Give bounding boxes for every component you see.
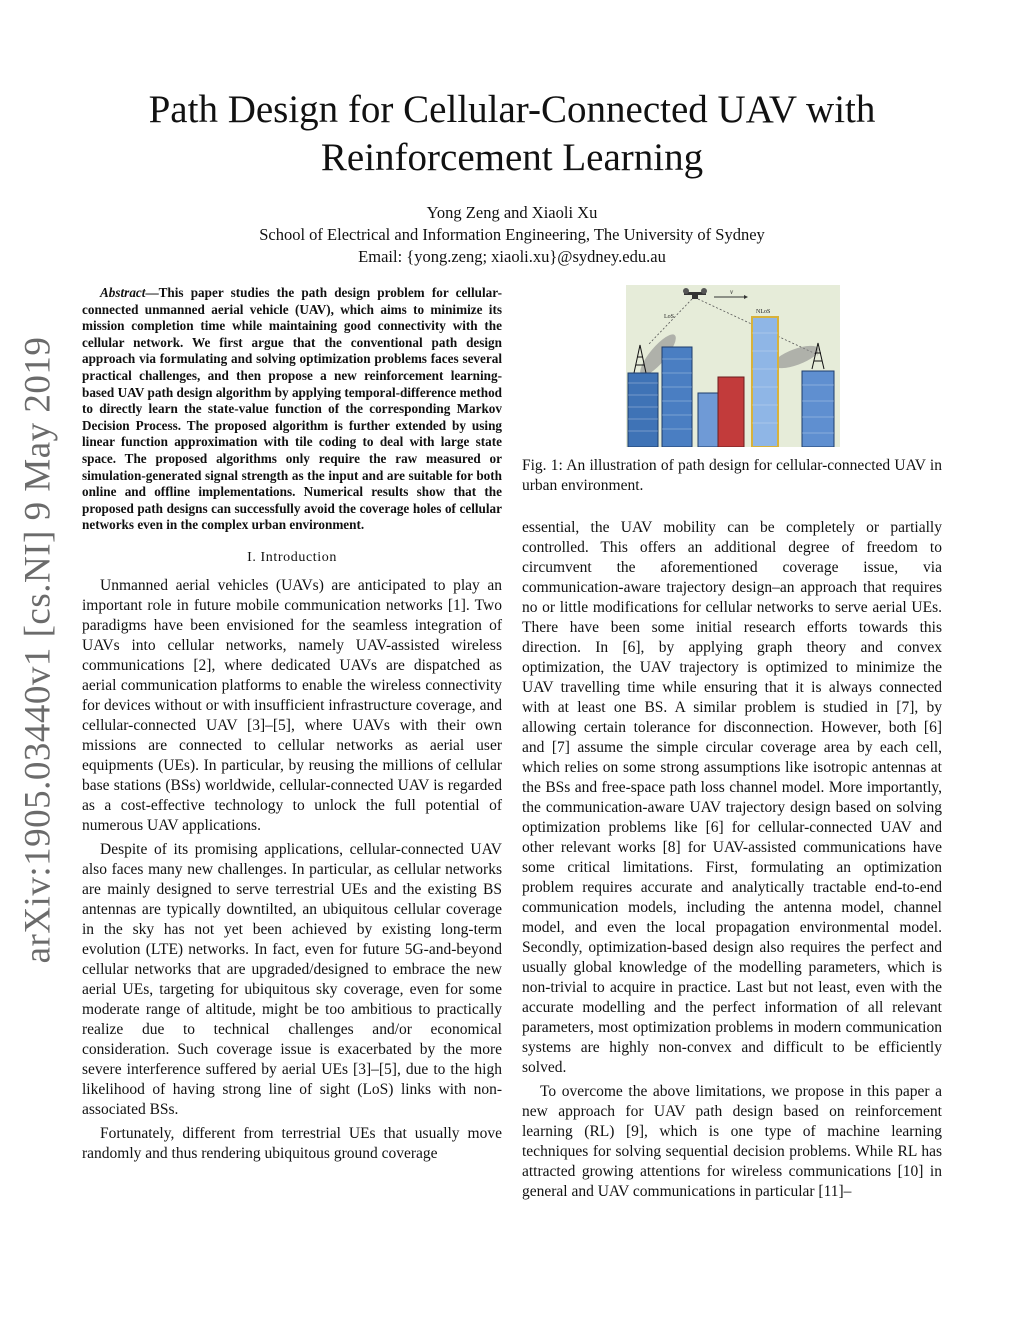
building bbox=[802, 371, 834, 447]
los-label: LoS bbox=[664, 314, 675, 320]
abstract-text: —This paper studies the path design problem for cellular-connected unmanned aerial vehicle (UAV), which aims to minimize its mission completion time while maintaining good connectivity with the cellular network. We first argue that the conventional path design approach via formulating and solving optimization problems faces several practical challenges, and then propose a new reinforcement learning-based UAV path design algorithm by applying temporal-difference method to directly learn the state-value function of the corresponding Markov Decision Process. The proposed algorithm is further extended by using linear function approximation with tile coding to deal with large state space. The proposed algorithms only require the raw measured or simulation-generated signal strength as the input and are suitable for both online and offline implementations. Numerical results show that the proposed path designs can successfully avoid the coverage holes of cellular networks even in the complex urban environment. bbox=[82, 285, 502, 533]
figure-caption: Fig. 1: An illustration of path design for cellular-connected UAV in urban environment. bbox=[522, 457, 942, 494]
title-line-1: Path Design for Cellular-Connected UAV with bbox=[148, 88, 876, 131]
abstract bbox=[82, 285, 502, 534]
email: Email: {yong.zeng; xiaoli.xu}@sydney.edu.au bbox=[358, 247, 666, 266]
paragraph: To overcome the above limitations, we propose in this paper a new approach for UAV path design based on reinforcement learning (RL) [9], which is one type of machine learning techniques for solving sequential decision problems. While RL has attracted growing attentions for wireless communications [10] in general and UAV communications in particular [11]– bbox=[522, 1083, 942, 1200]
paragraph: Fortunately, different from terrestrial UEs that usually move randomly and thus rendering ubiquitous ground coverage bbox=[82, 1124, 502, 1162]
paper-title bbox=[0, 86, 1024, 182]
figure-illustration bbox=[626, 285, 840, 447]
velocity-label: v bbox=[730, 288, 734, 296]
right-column bbox=[522, 518, 942, 1206]
left-column bbox=[82, 285, 502, 1168]
author-block bbox=[0, 202, 1024, 268]
building bbox=[752, 317, 778, 447]
affiliation: School of Electrical and Information Engineering, The University of Sydney bbox=[259, 225, 765, 244]
arxiv-sidebar: arXiv:1905.03440v1 [cs.NI] 9 May 2019 bbox=[17, 336, 59, 964]
paragraph: Unmanned aerial vehicles (UAVs) are anticipated to play an important role in future mobile communication networks [1]. Two paradigms have been envisioned for the seamless integration of UAVs into cellular networks, namely UAV-assisted wireless communications [2], where dedicated UAVs are dispatched as aerial communication platforms to enable the wireless connectivity for devices without or with insufficient infrastructure coverage, and cellular-connected UAV [3]–[5], where UAVs with their own missions are connected to cellular networks as aerial user equipments (UEs). In particular, by reusing the millions of cellular base stations (BSs) worldwide, cellular-connected UAV is regarded as a cost-effective technology to unlock the full potential of numerous UAV applications. bbox=[82, 576, 502, 834]
authors: Yong Zeng and Xiaoli Xu bbox=[426, 203, 598, 222]
abstract-label: Abstract bbox=[100, 285, 146, 300]
building bbox=[662, 347, 692, 447]
paragraph: Despite of its promising applications, cellular-connected UAV also faces many new challenges. In particular, as cellular networks are mainly designed to serve terrestrial UEs and the existing BS antennas are typically downtilted, an ubiquitous cellular coverage in the sky has not yet been achieved by existing long-term evolution (LTE) networks. In fact, even for future 5G-and-beyond cellular networks that are upgraded/designed to embrace the new aerial UEs, targeting for ubiquitous sky coverage, even for some moderate range of altitude, might be too ambitious to practically realize due to technical challenges and/or economical consideration. Such coverage issue is exacerbated by the more severe interference suffered by aerial UEs [3]–[5], due to the high likelihood of having strong line of sight (LoS) links with non-associated BSs. bbox=[82, 840, 502, 1118]
section-heading-introduction: I. Introduction bbox=[247, 549, 337, 565]
title-line-2: Reinforcement Learning bbox=[320, 136, 704, 179]
building bbox=[718, 377, 744, 447]
paragraph: essential, the UAV mobility can be completely or partially controlled. This offers an additional degree of freedom to circumvent the aforementioned coverage issue, via communication-aware trajectory design–an approach that requires no or little modifications for cellular networks to serve aerial UEs. There have been some initial research efforts towards this direction. In [6], by applying graph theory and convex optimization, the UAV trajectory is optimized to minimize the UAV travelling time while ensuring that it is always connected with at least one BS. A similar problem is studied in [7], by allowing certain tolerance for disconnection. However, both [6] and [7] assume the simple circular coverage area by each cell, which relies on some strong assumptions like isotropic antennas at the BSs and free-space path loss channel model. More importantly, the communication-aware UAV trajectory design based on solving optimization problems like [6] for cellular-connected UAV and other relevant works [8] for UAV-assisted communications have some critical limitations. First, formulating an optimization problem requires accurate and analytically tractable end-to-end communication models, including the antenna model, channel model, and even the local propagation environmental model. Secondly, optimization-based design also requires the perfect and usually global knowledge of the modelling parameters, which is non-trivial to acquire in practice. Last but not least, even with the accurate modelling and the perfect information of all relevant parameters, most optimization problems in modern communication systems are highly non-convex and difficult to be efficiently solved. bbox=[522, 519, 942, 1076]
building bbox=[628, 373, 658, 447]
nlos-label: NLoS bbox=[756, 309, 771, 315]
